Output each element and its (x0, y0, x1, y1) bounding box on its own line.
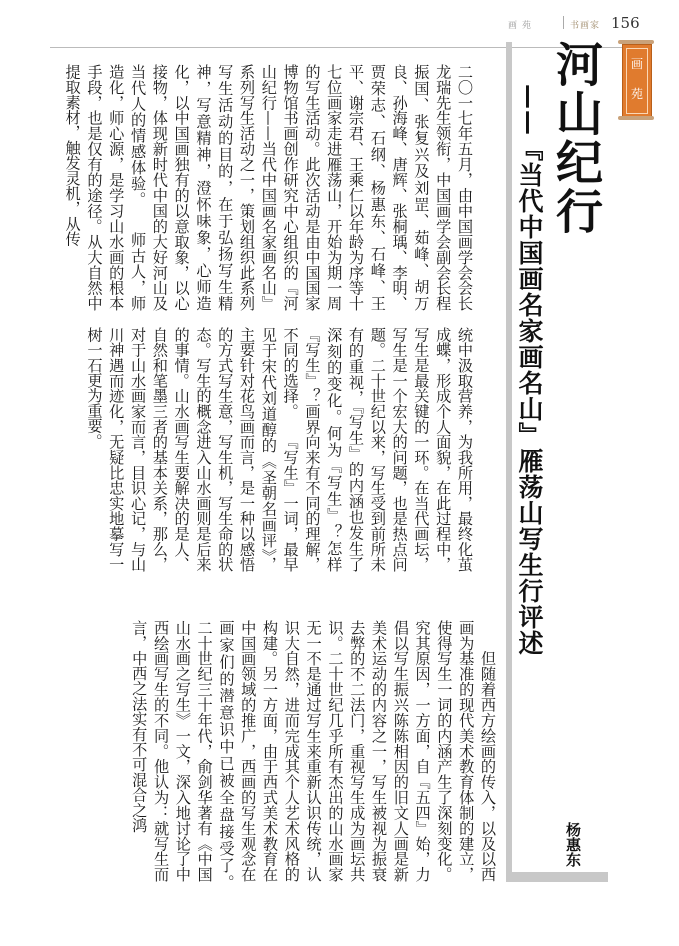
article-author: 杨惠东 (564, 822, 582, 867)
section-badge (612, 40, 660, 120)
body-text-bottom (43, 620, 498, 913)
body-paragraph-top: 二〇一七年五月，由中国画学会会长龙瑞先生领衔，中国画学会副会长程振国、张复兴及刘罡、茹峰、胡万良、孙海峰、唐辉、张桐瑀、李明、贾荣志、石纲、杨惠东、石峰、王平、谢宗君、王乘仁以年龄为序等十七位画家走进雁荡山，开始为期一周的写生活动。此次活动是由中国国家博物馆书画创作研究中心组织的『河山纪行——当代中国画名家画名山』系列写生活动之一，策划组织此系列写生活动的目的，在于弘扬写生精神，写意精神，澄怀味象，心师造化，以中国画独有的以意取象，以心接物，体现新时代中国的大好河山及当代人的情感体验。 师古人，师造化，师心源，是学习山水画的根本手段，也是仅有的途径。从大自然中提取素材，触发灵机，从传 (63, 64, 474, 311)
body-paragraph-middle: 统中汲取营养，为我所用，最终化茧成蝶，形成个人面貌，在此过程中，写生是最关键的一环。在当代画坛，写生是一个宏大的问题，也是热点问题。二十世纪以来，写生受到前所未有的重视，『写生』的内涵也发生了深刻的变化。何为『写生』？怎样『写生』？画界向来有不同的理解，不同的选择。 『写生』一词，最早见于宋代刘道醇的《圣朝名画评》，主要针对花鸟画而言，是一种以感悟的方式写生意，写生机，写生命的状态。写生的概念进入山水画则是后来的事情。山水画写生要解决的是人、自然和笔墨三者的基本关系，那么，对于山水画家而言，目识心记，与山川神遇而迹化，无疑比忠实地摹写一树一石更为重要。 (85, 327, 474, 572)
page-number: 156 (611, 14, 640, 32)
body-text-top (43, 64, 475, 311)
page-header (0, 12, 679, 36)
title-column-rule-foot (512, 872, 608, 882)
body-paragraph-bottom: 但随着西方绘画的传入，以及以西画为基准的现代美术教育体制的建立，使得写生一词的内涵产生了深刻变化。究其原因，一方面，自『五四』始，力倡以写生振兴陈陈相因的旧文人画是新美术运动的内容之一，写生被视为振衰去弊的不二法门，重视写生成为画坛共识。二十世纪几乎所有杰出的山水画家无一不是通过写生来重新认识传统，认识大自然，进而完成其个人艺术风格的构建。另一方面，由于西式美术教育在中国画领域的推广，西画的写生观念在画家们的潜意识中已被全盘接受了。 二十世纪三十年代，俞剑华著有《中国山水画之写生》一文，深入地讨论了中西绘画写生的不同。他认为：就写生而言，中西之法实有不可混合之鸿 (130, 620, 497, 913)
header-divider (563, 16, 564, 29)
badge-char-2: 苑 (630, 87, 643, 101)
title-column-rule (506, 42, 512, 882)
header-logo: 书画家 (570, 21, 601, 31)
body-text-middle (43, 327, 475, 572)
article-subtitle: ——『当代中国画名家画名山』雁荡山写生行评述 (515, 84, 544, 656)
badge-char-1: 画 (630, 57, 643, 71)
header-section-label: 画苑 (508, 21, 537, 31)
article-title: 河山纪行 (548, 40, 603, 236)
badge-scroll-bottom (618, 116, 654, 120)
badge-box (622, 44, 652, 118)
badge-inner-border (626, 48, 648, 114)
